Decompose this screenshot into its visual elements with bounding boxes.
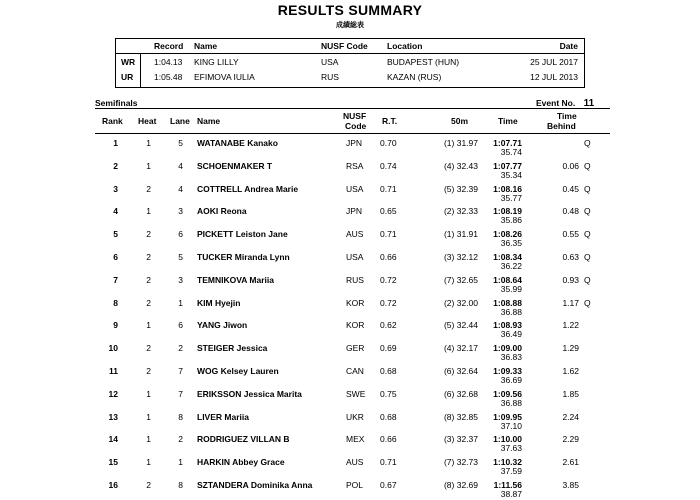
cell-name: AOKI Reona — [197, 206, 247, 217]
cell-time-behind: 0.45 — [562, 183, 579, 194]
records-header-location: Location — [387, 41, 423, 51]
cell-time-behind: 0.63 — [562, 252, 579, 262]
cell-split-second: 37.63 — [500, 443, 522, 454]
cell-lane: 6 — [178, 229, 183, 240]
cell-lane: 1 — [178, 297, 183, 308]
cell-lane: 7 — [178, 366, 183, 376]
cell-qualified: Q — [584, 206, 591, 217]
cell-name: COTTRELL Andrea Marie — [197, 183, 299, 194]
col-name: Name — [197, 116, 221, 126]
cell-time: 1:09.00 — [493, 343, 522, 354]
cell-lane: 2 — [178, 434, 183, 445]
cell-qualified: Q — [584, 297, 591, 308]
cell-split-50m: (8) 32.85 — [443, 411, 478, 422]
cell-lane: 5 — [178, 252, 183, 262]
cell-lane: 7 — [178, 388, 183, 399]
cell-split-50m: (5) 32.44 — [443, 320, 478, 331]
cell-heat: 1 — [146, 388, 151, 399]
cell-time-behind: 2.29 — [562, 434, 579, 445]
cell-reaction-time: 0.71 — [380, 229, 397, 240]
cell-split-50m: (5) 32.39 — [443, 183, 478, 194]
cell-code: KOR — [346, 320, 365, 331]
cell-lane: 3 — [178, 206, 183, 217]
cell-time: 1:07.71 — [493, 138, 522, 148]
cell-time: 1:09.95 — [493, 411, 522, 422]
cell-code: JPN — [346, 206, 363, 217]
cell-name: SCHOENMAKER T — [197, 160, 273, 171]
cell-split-second: 36.35 — [500, 238, 522, 249]
col-behind-line1: Time — [557, 111, 577, 121]
cell-rank: 10 — [108, 343, 118, 354]
cell-split-second: 37.10 — [500, 420, 522, 431]
cell-reaction-time: 0.68 — [380, 411, 397, 422]
cell-split-second: 36.69 — [500, 375, 522, 385]
cell-rank: 12 — [108, 388, 118, 399]
records-header-date: Date — [559, 41, 578, 51]
cell-code: USA — [346, 252, 364, 262]
cell-lane: 8 — [178, 411, 183, 422]
cell-reaction-time: 0.68 — [380, 366, 397, 376]
round-label: Semifinals — [95, 98, 138, 108]
cell-code: RSA — [346, 160, 364, 171]
cell-rank: 15 — [108, 457, 118, 468]
cell-reaction-time: 0.66 — [380, 434, 397, 445]
cell-heat: 2 — [146, 366, 151, 376]
cell-split-second: 35.86 — [500, 215, 522, 226]
cell-split-50m: (8) 32.69 — [443, 480, 478, 490]
cell-time-behind: 2.61 — [562, 457, 579, 468]
cell-heat: 1 — [146, 206, 151, 217]
cell-split-50m: (1) 31.91 — [443, 229, 478, 240]
record-name: KING LILLY — [194, 57, 239, 67]
cell-split-50m: (2) 32.00 — [443, 297, 478, 308]
record-type: WR — [121, 57, 136, 67]
cell-rank: 16 — [108, 480, 118, 490]
cell-rank: 2 — [113, 160, 118, 171]
cell-time-behind: 1.62 — [562, 366, 579, 376]
cell-code: AUS — [346, 229, 364, 240]
cell-name: WATANABE Kanako — [197, 138, 278, 148]
cell-split-second: 36.88 — [500, 397, 522, 408]
col-nusf: NUSF — [343, 111, 367, 121]
cell-name: SZTANDERA Dominika Anna — [197, 480, 313, 490]
cell-reaction-time: 0.65 — [380, 206, 397, 217]
cell-rank: 4 — [113, 206, 118, 217]
cell-rank: 11 — [109, 366, 118, 376]
cell-rank: 8 — [113, 297, 118, 308]
cell-rank: 9 — [113, 320, 118, 331]
cell-rank: 5 — [113, 229, 118, 240]
cell-heat: 1 — [146, 160, 151, 171]
cell-time: 1:10.32 — [493, 457, 522, 468]
cell-lane: 3 — [178, 274, 183, 285]
cell-reaction-time: 0.75 — [380, 388, 397, 399]
cell-time-behind: 0.48 — [562, 206, 579, 217]
cell-split-second: 36.49 — [500, 329, 522, 340]
cell-lane: 8 — [178, 480, 183, 490]
cell-reaction-time: 0.74 — [380, 160, 397, 171]
cell-name: RODRIGUEZ VILLAN B — [197, 434, 290, 445]
cell-split-second: 35.77 — [500, 192, 522, 203]
cell-time-behind: 1.17 — [562, 297, 579, 308]
cell-split-second: 36.83 — [500, 352, 522, 363]
cell-split-50m: (3) 32.37 — [443, 434, 478, 445]
cell-rank: 1 — [113, 138, 118, 148]
cell-reaction-time: 0.72 — [380, 274, 397, 285]
cell-reaction-time: 0.62 — [380, 320, 397, 331]
cell-code: MEX — [346, 434, 365, 445]
cell-lane: 1 — [178, 457, 183, 468]
cell-name: STEIGER Jessica — [197, 343, 268, 354]
cell-time: 1:10.00 — [493, 434, 522, 445]
cell-time: 1:08.88 — [493, 297, 522, 308]
cell-code: POL — [346, 480, 364, 490]
cell-name: WOG Kelsey Lauren — [197, 366, 279, 376]
cell-split-50m: (3) 32.12 — [443, 252, 478, 262]
cell-qualified: Q — [584, 183, 591, 194]
cell-split-second: 35.34 — [500, 169, 522, 180]
cell-reaction-time: 0.70 — [380, 138, 397, 148]
cell-lane: 5 — [178, 138, 183, 148]
cell-time-behind: 0.55 — [562, 229, 579, 240]
cell-name: LIVER Mariia — [197, 411, 249, 422]
records-header-nusf: NUSF Code — [321, 41, 368, 51]
cell-rank: 13 — [108, 411, 118, 422]
header-bottom-rule — [95, 133, 610, 134]
record-name: EFIMOVA IULIA — [194, 72, 255, 82]
event-label-text: Event No. — [536, 98, 576, 108]
cell-heat: 2 — [146, 252, 151, 262]
cell-time: 1:08.16 — [493, 183, 522, 194]
records-header-name: Name — [194, 41, 218, 51]
cell-split-second: 35.99 — [500, 283, 522, 294]
col-lane: Lane — [170, 116, 190, 126]
cell-lane: 2 — [178, 343, 183, 354]
cell-heat: 2 — [146, 480, 151, 490]
cell-code: SWE — [346, 388, 366, 399]
cell-heat: 1 — [146, 138, 151, 148]
records-box — [115, 38, 585, 88]
cell-time-behind: 1.22 — [562, 320, 579, 331]
cell-time: 1:08.64 — [493, 274, 522, 285]
cell-name: YANG Jiwon — [197, 320, 248, 331]
page-subtitle: 成績総表 — [336, 22, 364, 29]
header-top-rule — [95, 108, 610, 109]
cell-heat: 2 — [146, 297, 151, 308]
cell-time: 1:09.33 — [493, 366, 522, 376]
cell-time: 1:07.77 — [493, 160, 522, 171]
cell-code: AUS — [346, 457, 364, 468]
cell-reaction-time: 0.69 — [380, 343, 397, 354]
col-time: Time — [498, 116, 518, 126]
cell-reaction-time: 0.71 — [380, 457, 397, 468]
cell-time: 1:11.56 — [493, 480, 522, 490]
cell-qualified: Q — [584, 274, 591, 285]
cell-time-behind: 2.24 — [562, 411, 579, 422]
cell-split-50m: (6) 32.64 — [443, 366, 478, 376]
cell-code: CAN — [346, 366, 364, 376]
cell-split-50m: (4) 32.17 — [443, 343, 478, 354]
cell-time-behind: 1.29 — [562, 343, 579, 354]
cell-heat: 2 — [146, 229, 151, 240]
cell-split-second: 35.74 — [500, 147, 522, 157]
cell-heat: 1 — [146, 457, 151, 468]
cell-rank: 6 — [113, 252, 118, 262]
record-code: USA — [321, 57, 339, 67]
cell-heat: 1 — [146, 411, 151, 422]
cell-split-second: 38.87 — [500, 489, 522, 499]
cell-qualified: Q — [584, 138, 591, 148]
record-row-ur — [116, 70, 584, 84]
record-type: UR — [121, 72, 134, 82]
cell-split-50m: (1) 31.97 — [443, 138, 478, 148]
cell-lane: 6 — [178, 320, 183, 331]
cell-code: GER — [346, 343, 365, 354]
records-header-record: Record — [154, 41, 184, 51]
cell-rank: 7 — [113, 274, 118, 285]
cell-heat: 2 — [146, 183, 151, 194]
cell-time: 1:09.56 — [493, 388, 522, 399]
record-row-wr — [116, 55, 584, 69]
event-number: 11 — [583, 98, 595, 109]
cell-split-50m: (7) 32.65 — [443, 274, 478, 285]
cell-heat: 1 — [146, 320, 151, 331]
cell-time-behind: 0.93 — [562, 274, 579, 285]
cell-lane: 4 — [178, 183, 183, 194]
cell-time-behind: 1.85 — [562, 388, 579, 399]
record-code: RUS — [321, 72, 339, 82]
cell-heat: 2 — [146, 343, 151, 354]
cell-reaction-time: 0.67 — [380, 480, 397, 490]
cell-rank: 14 — [108, 434, 118, 445]
cell-heat: 1 — [146, 434, 151, 445]
cell-code: KOR — [346, 297, 365, 308]
cell-qualified: Q — [584, 160, 591, 171]
record-time: 1:04.13 — [154, 57, 183, 67]
cell-heat: 2 — [146, 274, 151, 285]
cell-name: PICKETT Leiston Jane — [197, 229, 288, 240]
record-time: 1:05.48 — [154, 72, 183, 82]
record-location: KAZAN (RUS) — [387, 72, 442, 82]
col-split: 50m — [451, 116, 469, 126]
cell-split-50m: (2) 32.33 — [443, 206, 478, 217]
cell-time: 1:08.93 — [493, 320, 522, 331]
col-rt: R.T. — [382, 116, 398, 126]
cell-time-behind: 0.06 — [562, 160, 579, 171]
cell-lane: 4 — [178, 160, 183, 171]
cell-split-second: 37.59 — [500, 466, 522, 477]
col-behind-line2: Behind — [547, 121, 576, 131]
col-rank: Rank — [102, 116, 123, 126]
cell-split-second: 36.22 — [500, 261, 522, 271]
cell-split-50m: (7) 32.73 — [443, 457, 478, 468]
col-code: Code — [345, 121, 367, 131]
records-header — [116, 39, 584, 54]
record-date: 12 JUL 2013 — [530, 72, 578, 82]
cell-reaction-time: 0.66 — [380, 252, 397, 262]
cell-time: 1:08.19 — [493, 206, 522, 217]
cell-name: TUCKER Miranda Lynn — [197, 252, 290, 262]
cell-time: 1:08.26 — [493, 229, 522, 240]
cell-name: KIM Hyejin — [197, 297, 241, 308]
cell-reaction-time: 0.71 — [380, 183, 397, 194]
cell-reaction-time: 0.72 — [380, 297, 397, 308]
col-heat: Heat — [138, 116, 157, 126]
cell-time: 1:08.34 — [493, 252, 522, 262]
cell-name: HARKIN Abbey Grace — [197, 457, 285, 468]
cell-code: UKR — [346, 411, 364, 422]
cell-time-behind: 3.85 — [562, 480, 579, 490]
cell-code: RUS — [346, 274, 364, 285]
record-location: BUDAPEST (HUN) — [387, 57, 460, 67]
cell-split-50m: (6) 32.68 — [443, 388, 478, 399]
cell-code: JPN — [346, 138, 363, 148]
page-title: RESULTS SUMMARY — [277, 2, 423, 18]
cell-split-50m: (4) 32.43 — [443, 160, 478, 171]
cell-qualified: Q — [584, 252, 591, 262]
cell-rank: 3 — [113, 183, 118, 194]
record-date: 25 JUL 2017 — [530, 57, 578, 67]
cell-split-second: 36.88 — [500, 306, 522, 317]
cell-name: ERIKSSON Jessica Marita — [197, 388, 302, 399]
cell-name: TEMNIKOVA Mariia — [197, 274, 274, 285]
cell-qualified: Q — [584, 229, 591, 240]
cell-code: USA — [346, 183, 364, 194]
